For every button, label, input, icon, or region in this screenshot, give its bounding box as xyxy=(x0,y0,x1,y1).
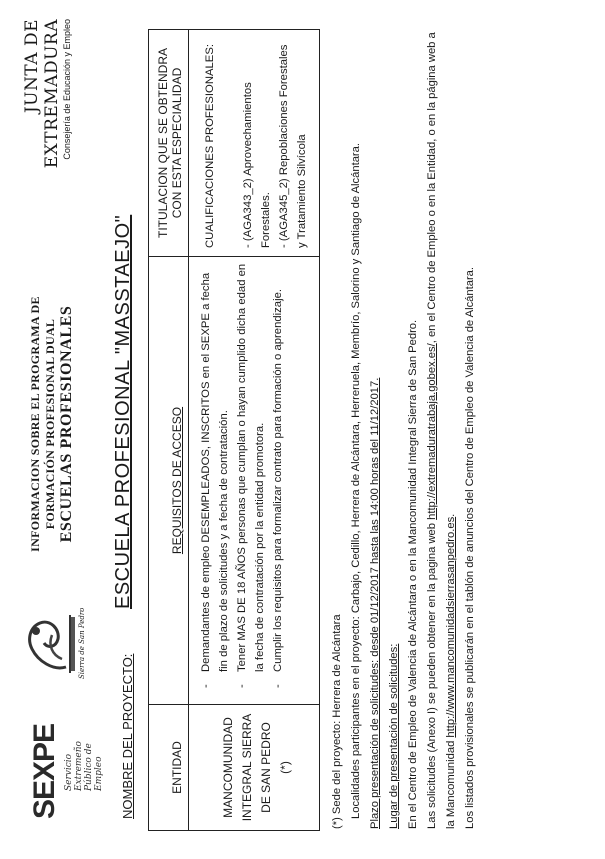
junta-subtitle: Consejería de Educación y Empleo xyxy=(62,19,72,160)
entidad-header xyxy=(149,705,189,830)
extremaduratrabaja-link[interactable]: http://extremaduratrabaja.gobex.es/ xyxy=(426,343,438,520)
sexpe-subtitle-line: Servicio Extremeño xyxy=(64,741,84,791)
entidad-line: (*) xyxy=(278,761,292,774)
solicitudes-text: Las solicitudes (Anexo I) se pueden obtener en la pagina web xyxy=(426,519,438,829)
title-line: INFORMACION SOBRE EL PROGRAMA DE xyxy=(28,296,42,552)
requisitos-header xyxy=(149,257,189,704)
requisito-item: - Tener MAS DE 18 AÑOS personas que cumplan o hayan cumplido dicha edad en la fecha de contratación por la entidad promotora. xyxy=(233,263,269,686)
mancomunidad-logo xyxy=(18,599,93,679)
centro-note: En el Centro de Empleo de Valencia de Alcántara o en la Mancomunidad Integral Sierra de San Pedro. xyxy=(407,319,419,829)
document-title xyxy=(28,279,76,569)
requisito-item: - Cumplir los requisitos para formalizar contrato para formación o aprendizaje. xyxy=(269,263,287,686)
project-label: NOMBRE DEL PROYECTO: xyxy=(120,653,135,819)
requisitos-cell xyxy=(189,257,319,704)
junta-title: JUNTA DE EXTREMADURA xyxy=(22,19,62,169)
sexpe-logo-text: SEXPE xyxy=(28,723,61,819)
titulacion-header xyxy=(149,30,189,256)
requisitos-column xyxy=(149,256,319,704)
mancomunidad-link[interactable]: http://www.mancomunidadsierrasanpedro.es xyxy=(445,516,457,738)
titulacion-header-label: TITULACION QUE SE OBTENDRA CON ESTA ESPECIALIDAD xyxy=(156,47,184,239)
junta-logo xyxy=(22,19,72,219)
entidad-line: DE SAN PEDRO xyxy=(259,722,273,813)
titulacion-heading: CUALIFICACIONES PROFESIONALES: xyxy=(204,43,216,248)
sede-note: (*) Sede del proyecto: Herrera de Alcántara xyxy=(331,614,343,829)
titulacion-cell xyxy=(189,30,319,256)
entidad-column xyxy=(149,704,319,830)
lugar-heading: Lugar de presentación de solicitudes: xyxy=(388,643,400,829)
title-line: FORMACIÓN PROFESIONAL DUAL xyxy=(43,318,57,530)
mancomunidad-logo-caption: Sierra de San Pedro xyxy=(78,607,86,679)
titulacion-item: - (AGA345_2) Repoblaciones Forestales y Tratamiento Silvícola xyxy=(278,44,308,248)
sexpe-logo xyxy=(28,709,104,819)
info-table xyxy=(148,29,320,831)
solicitudes-text: . xyxy=(445,513,457,517)
requisitos-list xyxy=(197,263,287,686)
entidad-cell xyxy=(189,705,319,830)
project-name: ESCUELA PROFESIONAL "MASSTAEJO" xyxy=(112,214,134,609)
entidad-header-label: ENTIDAD xyxy=(170,741,184,794)
sexpe-subtitle-line: Público de Empleo xyxy=(84,743,104,791)
localidades-note: Localidades participantes en el proyecto: Carbajo, Cedillo, Herrera de Alcántara, Herreruela, Membrío, Salorino y Santiago de Alcántara. xyxy=(350,143,362,819)
solicitudes-text: , en el Centro de Empleo o en la Entidad, o en la página web a la Mancomunidad xyxy=(426,32,457,829)
titulacion-column xyxy=(149,30,319,256)
requisitos-header-label: REQUISITOS DE ACCESO xyxy=(170,406,184,555)
notes-section xyxy=(328,29,480,829)
sexpe-subtitle xyxy=(64,709,104,791)
entidad-line: MANCOMUNIDAD xyxy=(221,717,235,818)
mancomunidad-emblem-icon xyxy=(18,609,76,679)
plazo-note: Plazo presentación de solicitudes: desde 01/12/2017 hasta las 14:00 horas del 11/12/2017. xyxy=(369,377,381,829)
listados-note: Los listados provisionales se publicarán en el tablón de anuncios del Centro de Empleo de Valencia de Alcántara. xyxy=(464,266,476,829)
entidad-line: INTEGRAL SIERRA xyxy=(240,713,254,822)
titulacion-item: - (AGA343_2) Aprovechamientos Forestales. xyxy=(242,82,272,248)
solicitudes-note xyxy=(423,29,461,829)
title-line: ESCUELAS PROFESIONALES xyxy=(58,305,75,543)
requisito-item: - Demandantes de empleo DESEMPLEADOS, INSCRITOS en el SEXPE a fecha fin de plazo de solicitudes y a fecha de contratación. xyxy=(197,263,233,686)
